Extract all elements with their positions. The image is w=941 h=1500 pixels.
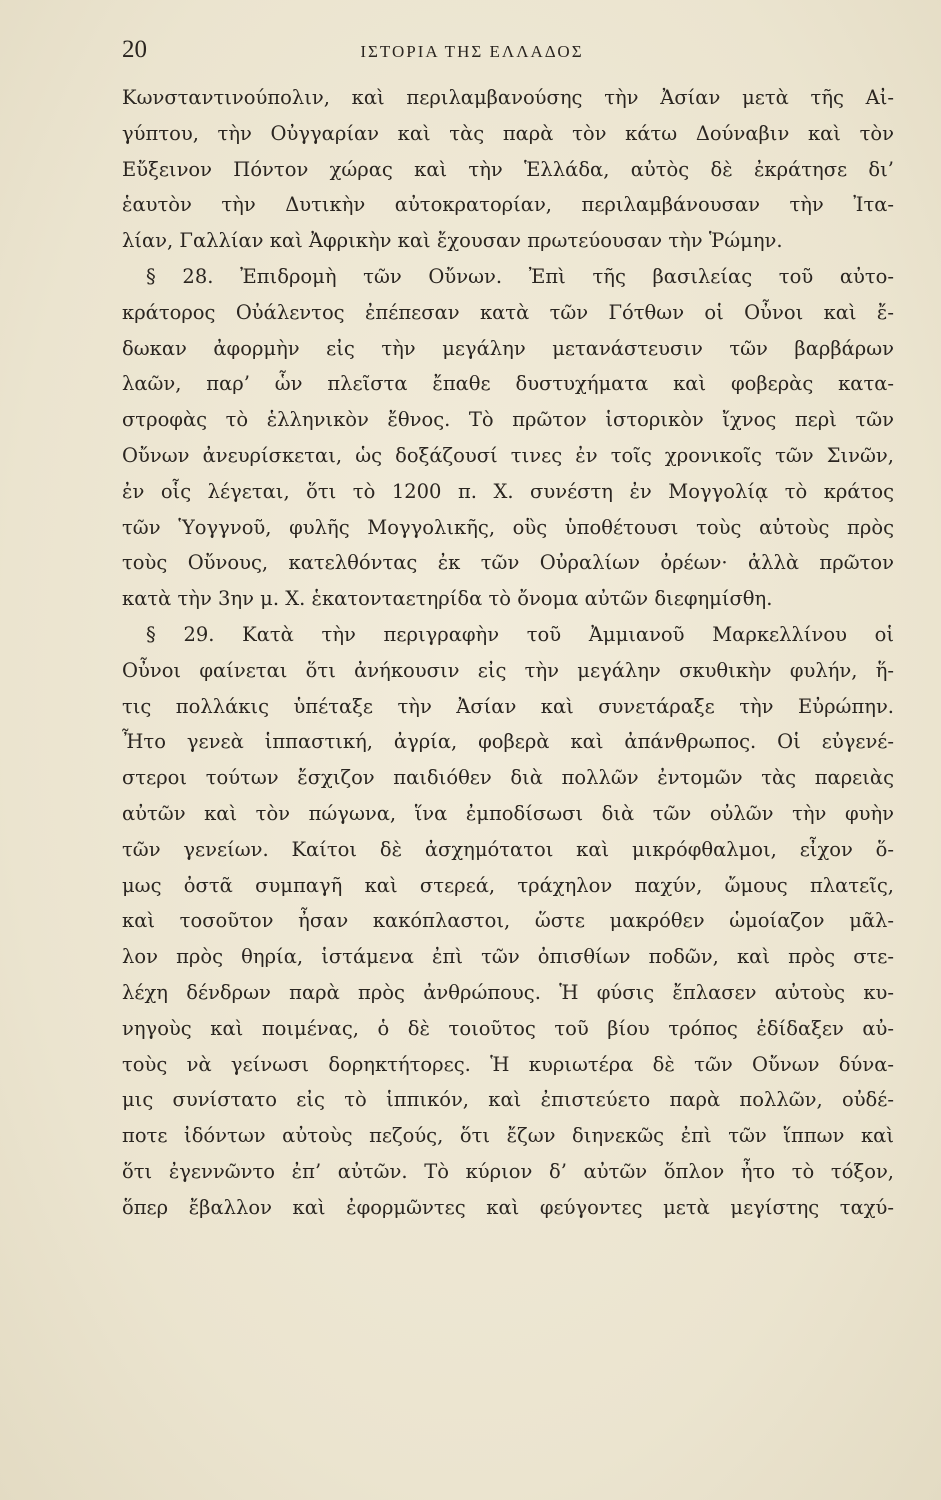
text-line: Ἦτο γενεὰ ἱππαστική, ἀγρία, φοβερὰ καὶ ἀπάνθρωπος. Οἱ εὐγενέ- (122, 730, 894, 754)
page-header (122, 36, 822, 68)
text-line: ὅτι ἐγεννῶντο ἐπ’ αὐτῶν. Τὸ κύριον δ’ αὐτῶν ὅπλον ἦτο τὸ τόξον, (122, 1159, 894, 1183)
section-29-heading-line: § 29. Κατὰ τὴν περιγραφὴν τοῦ Ἀμμιανοῦ Μαρκελλίνου οἱ (146, 622, 894, 646)
text-line: στροφὰς τὸ ἑλληνικὸν ἔθνος. Τὸ πρῶτον ἱστορικὸν ἴχνος περὶ τῶν (122, 408, 894, 432)
text-line: τοὺς Οὔνους, κατελθόντας ἐκ τῶν Οὐραλίων ὀρέων· ἀλλὰ πρῶτον (122, 551, 894, 575)
text-line: κατὰ τὴν 3ην μ. Χ. ἑκατονταετηρίδα τὸ ὄνομα αὐτῶν διεφημίσθη. (122, 587, 773, 611)
running-title: ΙΣΤΟΡΙΑ ΤΗΣ ΕΛΛΑΔΟΣ (360, 42, 584, 61)
text-line: ἐν οἷς λέγεται, ὅτι τὸ 1200 π. Χ. συνέστη ἐν Μογγολίᾳ τὸ κράτος (122, 479, 894, 503)
section-28-heading-line: § 28. Ἐπιδρομὴ τῶν Οὔνων. Ἐπὶ τῆς βασιλείας τοῦ αὐτο- (146, 264, 894, 288)
text-line: νηγοὺς καὶ ποιμένας, ὁ δὲ τοιοῦτος τοῦ βίου τρόπος ἐδίδαξεν αὐ- (122, 1016, 894, 1040)
text-line: τις πολλάκις ὑπέταξε τὴν Ἀσίαν καὶ συνετάραξε τὴν Εὐρώπην. (122, 694, 894, 718)
text-line: Οὖνοι φαίνεται ὅτι ἀνήκουσιν εἰς τὴν μεγάλην σκυθικὴν φυλήν, ἥ- (122, 658, 894, 682)
text-line: καὶ τοσοῦτον ἦσαν κακόπλαστοι, ὥστε μακρόθεν ὡμοίαζον μᾶλ- (122, 909, 894, 933)
text-line: μως ὀστᾶ συμπαγῆ καὶ στερεά, τράχηλον παχύν, ὤμους πλατεῖς, (122, 873, 894, 897)
text-line: ἑαυτὸν τὴν Δυτικὴν αὐτοκρατορίαν, περιλαμβάνουσαν τὴν Ἰτα- (122, 193, 894, 217)
text-line: γύπτου, τὴν Οὐγγαρίαν καὶ τὰς παρὰ τὸν κάτω Δούναβιν καὶ τὸν (122, 121, 894, 145)
text-line: Εὔξεινον Πόντον χώρας καὶ τὴν Ἑλλάδα, αὐτὸς δὲ ἐκράτησε δι’ (122, 157, 894, 181)
text-line: ὅπερ ἔβαλλον καὶ ἐφορμῶντες καὶ φεύγοντες μετὰ μεγίστης ταχύ- (122, 1195, 894, 1219)
text-line: τῶν γενείων. Καίτοι δὲ ἀσχημότατοι καὶ μικρόφθαλμοι, εἶχον ὅ- (122, 837, 894, 861)
body-text (122, 80, 894, 1226)
text-line: λαῶν, παρ’ ὧν πλεῖστα ἔπαθε δυστυχήματα καὶ φοβερὰς κατα- (122, 372, 894, 396)
text-line: Οὔνων ἀνευρίσκεται, ὡς δοξάζουσί τινες ἐν τοῖς χρονικοῖς τῶν Σινῶν, (122, 443, 894, 467)
text-line: λίαν, Γαλλίαν καὶ Ἀφρικὴν καὶ ἔχουσαν πρωτεύουσαν τὴν Ῥώμην. (122, 229, 783, 253)
text-line: λον πρὸς θηρία, ἱστάμενα ἐπὶ τῶν ὀπισθίων ποδῶν, καὶ πρὸς στε- (122, 945, 894, 969)
text-line: δωκαν ἀφορμὴν εἰς τὴν μεγάλην μετανάστευσιν τῶν βαρβάρων (122, 336, 894, 360)
text-line: τῶν Ὑογγνοῦ, φυλῆς Μογγολικῆς, οὓς ὑποθέτουσι τοὺς αὐτοὺς πρὸς (122, 515, 894, 539)
text-line: λέχη δένδρων παρὰ πρὸς ἀνθρώπους. Ἡ φύσις ἔπλασεν αὐτοὺς κυ- (122, 980, 894, 1004)
text-line: κράτορος Οὐάλεντος ἐπέπεσαν κατὰ τῶν Γότθων οἱ Οὖνοι καὶ ἔ- (122, 300, 894, 324)
text-line: αὐτῶν καὶ τὸν πώγωνα, ἵνα ἐμποδίσωσι διὰ τῶν οὐλῶν τὴν φυὴν (122, 801, 894, 825)
text-line: μις συνίστατο εἰς τὸ ἱππικόν, καὶ ἐπιστεύετο παρὰ πολλῶν, οὐδέ- (122, 1088, 894, 1112)
text-line: Κωνσταντινούπολιν, καὶ περιλαμβανούσης τὴν Ἀσίαν μετὰ τῆς Αἰ- (122, 86, 894, 109)
text-line: τοὺς νὰ γείνωσι δορηκτήτορες. Ἡ κυριωτέρα δὲ τῶν Οὔνων δύνα- (122, 1052, 894, 1076)
text-line: στεροι τούτων ἔσχιζον παιδιόθεν διὰ πολλῶν ἐντομῶν τὰς παρειὰς (122, 766, 894, 790)
page-number: 20 (122, 36, 147, 63)
text-line: ποτε ἰδόντων αὐτοὺς πεζούς, ὅτι ἔζων διηνεκῶς ἐπὶ τῶν ἵππων καὶ (122, 1124, 894, 1148)
